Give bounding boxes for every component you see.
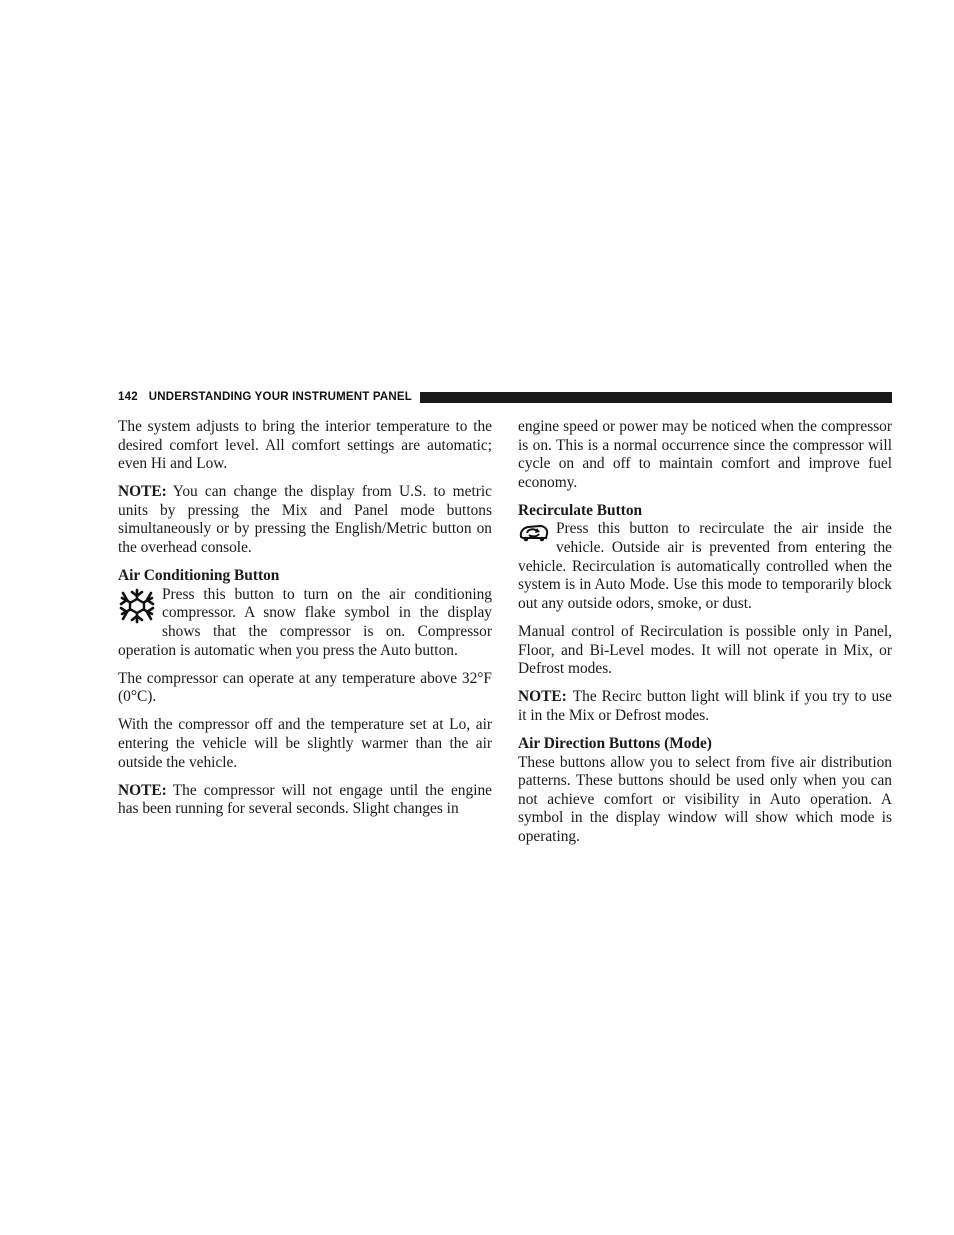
note-paragraph bbox=[118, 483, 492, 557]
note-text: The compressor will not engage until the engine has been running for several seconds. Slight changes in bbox=[118, 781, 492, 818]
note-label: NOTE: bbox=[518, 688, 567, 706]
mode-paragraph: These buttons allow you to select from five air distribution patterns. These buttons should be used only when you can not achieve comfort or visibility in Auto operation. A symbol in the display window will show which mode is operating. bbox=[518, 753, 892, 845]
snowflake-icon bbox=[118, 588, 156, 624]
ac-text: Press this button to turn on the air conditioning compressor. A snow flake symbol in the display shows that the compressor is on. Compressor operation is automatic when you press the Auto button. bbox=[118, 585, 492, 659]
manual-recirc-paragraph: Manual control of Recirculation is possible only in Panel, Floor, and Bi-Level modes. It will not operate in Mix, or Defrost modes. bbox=[518, 622, 892, 678]
left-column bbox=[118, 418, 492, 828]
note-paragraph bbox=[118, 782, 492, 819]
section-title: UNDERSTANDING YOUR INSTRUMENT PANEL bbox=[148, 391, 412, 403]
recirculate-icon bbox=[518, 522, 550, 542]
compressor-off-paragraph: With the compressor off and the temperature set at Lo, air entering the vehicle will be slightly warmer than the air outside the vehicle. bbox=[118, 716, 492, 771]
page-number: 142 bbox=[118, 391, 138, 403]
recirc-heading: Recirculate Button bbox=[518, 501, 643, 519]
intro-paragraph: The system adjusts to bring the interior temperature to the desired comfort level. All comfort settings are automatic; even Hi and Low. bbox=[118, 418, 492, 473]
ac-paragraph bbox=[118, 586, 492, 660]
ac-heading: Air Conditioning Button bbox=[118, 567, 280, 585]
continued-paragraph: engine speed or power may be noticed when the compressor is on. This is a normal occurrence since the compressor will cycle on and off to maintain comfort and improve fuel economy. bbox=[518, 418, 892, 491]
mode-heading: Air Direction Buttons (Mode) bbox=[518, 734, 712, 752]
compressor-temp-paragraph: The compressor can operate at any temperature above 32°F (0°C). bbox=[118, 669, 492, 706]
note-text: The Recirc button light will blink if you try to use it in the Mix or Defrost modes. bbox=[518, 688, 892, 724]
note-text: You can change the display from U.S. to metric units by pressing the Mix and Panel mode buttons simultaneously or by pressing the English/Metric button on the overhead console. bbox=[118, 483, 492, 557]
page-header bbox=[118, 390, 892, 404]
header-rule bbox=[420, 392, 892, 403]
note-label: NOTE: bbox=[118, 781, 167, 799]
right-column bbox=[518, 418, 892, 856]
recirc-text: Press this button to recirculate the air inside the vehicle. Outside air is prevented from entering the vehicle. Recirculation is automatically controlled when the system is in Auto Mode. Use this mode to temporarily block out any outside odors, smoke, or dust. bbox=[518, 520, 892, 612]
note-paragraph bbox=[518, 688, 892, 725]
recirc-paragraph bbox=[518, 520, 892, 613]
note-label: NOTE: bbox=[118, 483, 167, 501]
